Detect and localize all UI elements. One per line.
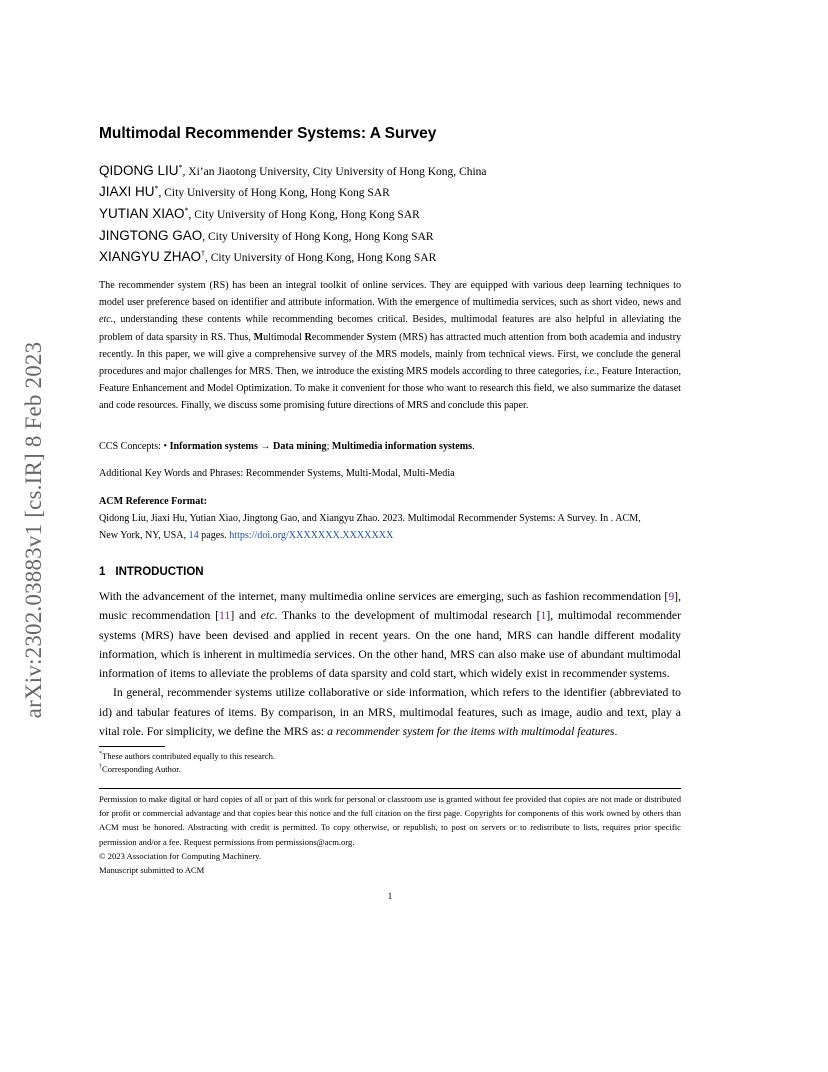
author-mark: * bbox=[178, 163, 183, 173]
acm-reference-line: Qidong Liu, Jiaxi Hu, Yutian Xiao, Jingtong Gao, and Xiangyu Zhao. 2023. Multimodal Recommender Systems: A Survey. In . ACM, bbox=[99, 513, 641, 524]
paragraph: With the advancement of the internet, many multimedia online services are emerging, such as fashion recommendation [9], music recommendation [11] and etc. Thanks to the development of multimodal research [1], multimodal recommender systems (MRS) have been devised and applied in recent years. On the one hand, MRS can handle different modality information, which is inherent in multimedia services. On the other hand, MRS can also make use of abundant multimodal information of items to alleviate the problems of data sparsity and cold start, which widely exist in recommender systems. bbox=[99, 590, 681, 681]
author-name: JINGTONG GAO bbox=[99, 228, 203, 243]
ccs-concepts: CCS Concepts: • Information systems → Data mining; Multimedia information systems. bbox=[99, 441, 475, 452]
footnote: *These authors contributed equally to this research. bbox=[99, 751, 276, 761]
keywords: Additional Key Words and Phrases: Recommender Systems, Multi-Modal, Multi-Media bbox=[99, 468, 455, 479]
arxiv-id-text: arXiv:2302.03883v1 [cs.IR] 8 Feb 2023 bbox=[21, 341, 46, 719]
author-line: JIAXI HU*, City University of Hong Kong, Hong Kong SAR bbox=[99, 184, 390, 199]
author-affiliation: City University of Hong Kong, Hong Kong SAR bbox=[164, 187, 390, 199]
author-line: YUTIAN XIAO*, City University of Hong Kong, Hong Kong SAR bbox=[99, 206, 420, 221]
footnote-divider bbox=[99, 746, 165, 747]
acm-reference-label: ACM Reference Format: bbox=[99, 496, 207, 507]
author-line: JINGTONG GAO, City University of Hong Kong, Hong Kong SAR bbox=[99, 228, 434, 243]
paper-title: Multimodal Recommender Systems: A Survey bbox=[99, 125, 437, 142]
author-affiliation: City University of Hong Kong, Hong Kong SAR bbox=[208, 231, 434, 243]
author-affiliation: City University of Hong Kong, Hong Kong SAR bbox=[194, 209, 420, 221]
footnote: †Corresponding Author. bbox=[99, 764, 181, 774]
manuscript-line: Manuscript submitted to ACM bbox=[99, 865, 205, 876]
permission-notice: Permission to make digital or hard copies of all or part of this work for personal or classroom use is granted without fee provided that copies are not made or distributed for profit or commercial advantage and that copies bear this notice and the full citation on the first page. Copyrights for components of this work owned by others than ACM must be honored. Abstracting with credit is permitted. To copy otherwise, or republish, to post on servers or to redistribute to lists, requires prior specific permission and/or a fee. Request permissions from permissions@acm.org. © 2023 Association for Computing Machinery. Manuscript submitted to ACM bbox=[99, 792, 681, 877]
page-number: 1 bbox=[387, 891, 393, 901]
citation-link[interactable]: 9 bbox=[668, 590, 675, 603]
section-heading: 1 INTRODUCTION bbox=[99, 566, 204, 578]
copyright-line: © 2023 Association for Computing Machinery. bbox=[99, 850, 262, 861]
pages-link[interactable]: 14 bbox=[188, 530, 199, 541]
acm-reference-line: New York, NY, USA, 14 pages. https://doi.org/XXXXXXX.XXXXXXX bbox=[99, 530, 394, 541]
author-mark: * bbox=[184, 206, 189, 216]
citation-link[interactable]: 1 bbox=[540, 609, 547, 623]
author-name: JIAXI HU bbox=[99, 184, 155, 199]
introduction-text bbox=[99, 587, 681, 741]
permission-divider bbox=[99, 788, 681, 789]
abstract: The recommender system (RS) has been an integral toolkit of online services. They are equipped with various deep learning techniques to model user preference based on identifier and attribute information. With the emergence of multimedia services, such as short video, news and etc., understanding these contents while recommending becomes critical. Besides, multimodal features are also helpful in alleviating the problem of data sparsity in RS. Thus, Multimodal Recommender System (MRS) has attracted much attention from both academia and industry recently. In this paper, we will give a comprehensive survey of the MRS models, mainly from technical views. First, we conclude the general procedures and major challenges for MRS. Then, we introduce the existing MRS models according to three categories, i.e., Feature Interaction, Feature Enhancement and Model Optimization. To make it convenient for those who want to research this field, we also summarize the dataset and code resources. Finally, we discuss some promising future directions of MRS and conclude this paper. bbox=[99, 280, 682, 412]
citation-link[interactable]: 11 bbox=[219, 609, 231, 623]
author-line: QIDONG LIU*, Xi’an Jiaotong University, City University of Hong Kong, China bbox=[99, 163, 487, 178]
doi-link[interactable]: https://doi.org/XXXXXXX.XXXXXXX bbox=[229, 530, 394, 541]
author-mark: * bbox=[154, 184, 159, 194]
arxiv-side-stamp bbox=[10, 300, 58, 760]
paragraph: In general, recommender systems utilize collaborative or side information, which refers to the identifier (abbreviated to id) and tabular features of items. By comparison, in an MRS, multimodal features, such as image, audio and text, play a vital role. For simplicity, we define the MRS as: a recommender system for the items with multimodal features. bbox=[99, 686, 681, 739]
author-name: YUTIAN XIAO bbox=[99, 206, 185, 221]
author-affiliation: Xi’an Jiaotong University, City University of Hong Kong, China bbox=[188, 166, 487, 178]
author-affiliation: City University of Hong Kong, Hong Kong SAR bbox=[210, 252, 437, 264]
author-name: XIANGYU ZHAO bbox=[99, 249, 202, 264]
author-name: QIDONG LIU bbox=[99, 163, 179, 178]
author-line: XIANGYU ZHAO†, City University of Hong Kong, Hong Kong SAR bbox=[99, 249, 437, 264]
author-mark: † bbox=[201, 249, 206, 259]
